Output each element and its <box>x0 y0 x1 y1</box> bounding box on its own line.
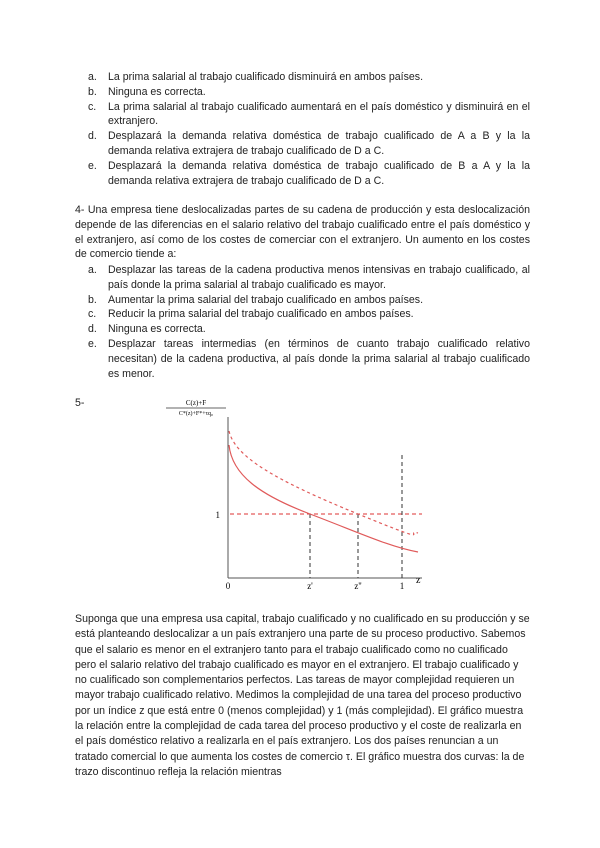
option-letter: d. <box>88 323 97 336</box>
question-4-stem: 4- Una empresa tiene deslocalizadas partes de su cadena de producción y esta deslocalización depende de las diferencias en el salario relativo del trabajo cualificado entre el país doméstico y el extranjero, así como de los costes de comerciar con el extranjero. Un aumento en los costes de comercio tiende a: <box>75 204 530 261</box>
option-letter: a. <box>88 264 97 276</box>
option-text: Desplazar tareas intermedias (en términos de cuanto trabajo cualificado relativo necesitan) de la cadena productiva, al país donde la prima salarial al trabajo cualificado es menor. <box>108 337 530 380</box>
option-d <box>88 129 530 159</box>
option-text: Ninguna es correcta. <box>108 323 206 336</box>
option-letter: a. <box>88 71 97 83</box>
option-e <box>88 159 530 189</box>
option-b <box>88 293 530 308</box>
y-label-numerator: C(z)+F <box>185 399 207 407</box>
option-text: La prima salarial al trabajo cualificado disminuirá en ambos países. <box>108 71 424 83</box>
x-tick-1: 1 <box>399 581 405 591</box>
option-d <box>88 322 530 337</box>
option-a <box>88 70 530 85</box>
option-letter: b. <box>88 85 97 98</box>
question-5-number: 5- <box>75 397 85 409</box>
cost-ratio-figure <box>160 395 430 595</box>
option-letter: b. <box>88 293 97 306</box>
option-text: Desplazará la demanda relativa doméstica de trabajo cualificado de B a A y la la demanda relativa extrajera de trabajo cualificado de D a C. <box>108 159 530 187</box>
option-text: Desplazará la demanda relativa doméstica de trabajo cualificado de A a B y la la demanda relativa extrajera de trabajo cualificado de D a C. <box>108 130 530 157</box>
x-tick-z-double-prime: z'' <box>354 581 362 591</box>
option-letter: c. <box>88 308 97 321</box>
question-4-options <box>88 263 530 381</box>
option-letter: e. <box>88 159 97 172</box>
option-c <box>88 100 530 130</box>
option-text: Ninguna es correcta. <box>108 85 206 98</box>
question-3-options <box>88 70 530 188</box>
x-axis-label: z <box>416 575 421 586</box>
y-tick-1: 1 <box>215 510 220 520</box>
y-label-denominator: C*(z)+F*+τq₀ <box>178 411 214 417</box>
option-a <box>88 263 530 293</box>
option-text: Aumentar la prima salarial del trabajo cualificado en ambos países. <box>108 293 424 306</box>
option-text: Desplazar las tareas de la cadena productiva menos intensivas en trabajo cualificado, al país donde la prima salarial al trabajo cualificado es mayor. <box>108 264 530 291</box>
solid-cost-curve <box>229 445 418 552</box>
option-letter: e. <box>88 337 97 350</box>
option-e <box>88 337 530 381</box>
option-b <box>88 85 530 100</box>
x-tick-z-prime: z' <box>307 581 313 591</box>
option-letter: d. <box>88 130 97 143</box>
option-text: La prima salarial al trabajo cualificado aumentará en el país doméstico y disminuirá en el extranjero. <box>108 100 530 128</box>
question-5-body: Suponga que una empresa usa capital, trabajo cualificado y no cualificado en su producción y se está planteando deslocalizar a un país extranjero una parte de su proceso productivo. Sabemos que el salario es menor en el extranjero tanto para el trabajo cualificado como no cualificado pero el salario relativo del trabajo cualificado es mayor en el extranjero. El trabajo cualificado y no cualificado son complementarios perfectos. Las tareas de mayor complejidad requieren un mayor trabajo cualificado relativo. Medimos la complejidad de una tarea del proceso productivo por un índice z que está entre 0 (menos complejidad) y 1 (más complejidad). El gráfico muestra la relación entre la complejidad de cada tarea del proceso productivo y el coste de realizarla en el país doméstico relativo a realizarla en el país extranjero. Los dos países renuncian a un tratado comercial lo que aumenta los costes de comercio τ. El gráfico muestra dos curvas: la de trazo discontinuo refleja la relación mientras <box>75 613 530 778</box>
x-tick-0: 0 <box>225 581 231 591</box>
option-letter: c. <box>88 100 97 113</box>
option-text: Reducir la prima salarial del trabajo cualificado en ambos países. <box>108 308 414 321</box>
option-c <box>88 307 530 322</box>
